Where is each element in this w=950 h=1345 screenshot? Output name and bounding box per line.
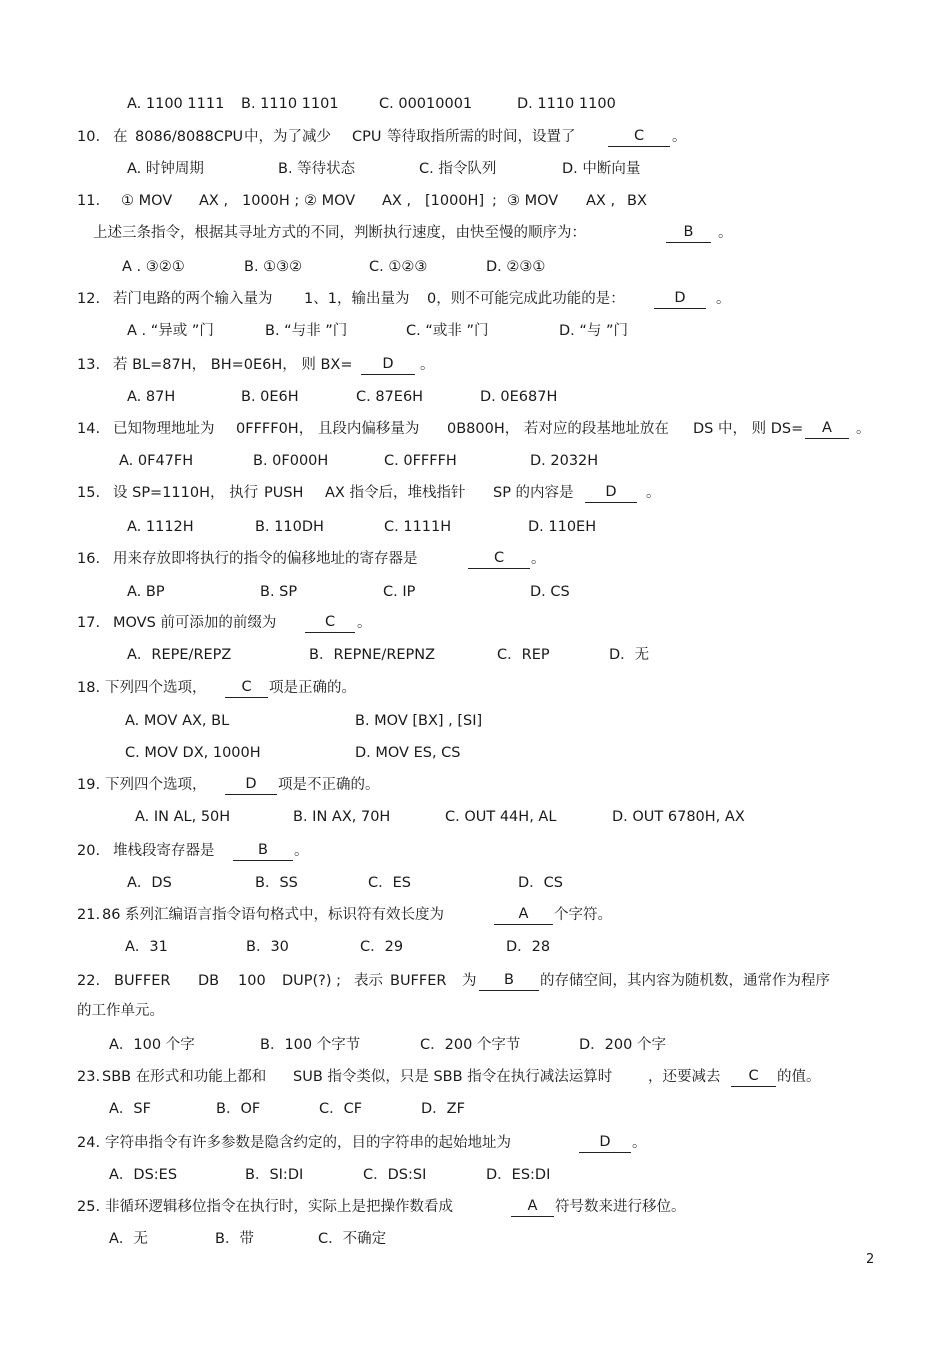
question-number: 21. [77, 907, 101, 923]
question-text: 在 [113, 129, 128, 145]
question-text: 字符串指令有许多参数是隐含约定的，目的字符串的起始地址为 [105, 1135, 511, 1151]
option-a: A．无 [109, 1231, 148, 1247]
question-text: 中，为了减少 [244, 129, 331, 145]
question-number: 11. [77, 193, 101, 209]
option-a: A . “异或 ”门 [127, 323, 214, 339]
question-text: 1、1，输出量为 [304, 291, 410, 307]
option-c: C. “或非 ”门 [406, 323, 489, 339]
question-number: 10. [77, 129, 101, 145]
instruction-1-src: 1000H ; [242, 193, 300, 209]
option-d: D．200 个字 [579, 1037, 666, 1053]
question-text: 上述三条指令，根据其寻址方式的不同，判断执行速度，由快至慢的顺序为： [93, 225, 586, 241]
option-c: C. IP [383, 584, 416, 600]
option-c: C. ①②③ [369, 259, 428, 275]
question-text: DS 中， 则 DS= [693, 421, 804, 437]
option-d: D. 1110 1100 [517, 96, 616, 112]
option-a: A. 1100 1111 [127, 96, 225, 112]
option-d: D. ②③① [486, 259, 546, 275]
question-text: 等待取指所需的时间，设置了 [387, 129, 576, 145]
question-text-end: 。 [632, 1135, 647, 1151]
question-number: 22. [77, 973, 101, 989]
answer-blank: B [233, 841, 293, 861]
answer-blank: C [731, 1067, 776, 1087]
question-text-end: 。 [856, 421, 871, 437]
question-text: 已知物理地址为 [113, 421, 215, 437]
instruction-3-reg: AX , [586, 193, 616, 209]
option-b: B．SI:DI [245, 1167, 304, 1183]
question-text: 的工作单元。 [77, 1003, 164, 1019]
option-c: C．ES [368, 875, 411, 891]
option-a: A．SF [109, 1101, 151, 1117]
option-d: D．ZF [421, 1101, 465, 1117]
question-text: SUB 指令类似，只是 SBB 指令在执行减法运算时 [293, 1069, 613, 1085]
option-d: D. “与 ”门 [559, 323, 629, 339]
option-d: D．ES:DI [486, 1167, 551, 1183]
answer-blank: D [225, 775, 277, 795]
question-text: MOVS 前可添加的前缀为 [113, 615, 277, 631]
question-text: PUSH [264, 485, 304, 501]
instruction-2-src: [1000H] [425, 193, 485, 209]
question-text: SBB 在形式和功能上都和 [102, 1069, 267, 1085]
option-c: C. 00010001 [379, 96, 473, 112]
question-text: BUFFER [114, 973, 171, 989]
question-text-end: 。 [672, 129, 687, 145]
option-d: D. OUT 6780H, AX [612, 809, 745, 825]
question-text: 若门电路的两个输入量为 [113, 291, 273, 307]
option-b: B. MOV [BX] , [SI] [355, 713, 483, 729]
question-text: 0，则不可能完成此功能的是： [427, 291, 625, 307]
question-number: 23. [77, 1069, 101, 1085]
question-number: 16. [77, 551, 101, 567]
question-text-end: 。 [716, 291, 731, 307]
question-text: 0FFFF0H， 且段内偏移量为 [236, 421, 420, 437]
question-text-end: 项是正确的。 [269, 680, 356, 696]
question-number: 13. [77, 357, 101, 373]
answer-blank: A [494, 905, 553, 925]
question-number: 18. [77, 680, 101, 696]
instruction-3: ③ MOV [507, 193, 559, 209]
question-text: SP 的内容是 [493, 485, 574, 501]
question-number: 14. [77, 421, 101, 437]
instruction-3-src: BX [627, 193, 647, 209]
option-a: A．DS:ES [109, 1167, 178, 1183]
question-number: 12. [77, 291, 101, 307]
instruction-1-reg: AX , [199, 193, 229, 209]
option-a: A. 87H [127, 389, 176, 405]
question-number: 19. [77, 777, 101, 793]
question-number: 20. [77, 843, 101, 859]
question-text: 堆栈段寄存器是 [113, 843, 215, 859]
option-c: C．CF [319, 1101, 363, 1117]
option-b: B．REPNE/REPNZ [309, 647, 436, 663]
option-b: B. IN AX, 70H [293, 809, 391, 825]
question-text: 下列四个选项， [105, 680, 207, 696]
option-a: A．31 [125, 939, 168, 955]
option-c: C．REP [497, 647, 550, 663]
answer-blank: D [579, 1133, 631, 1153]
option-d: D. MOV ES, CS [355, 745, 461, 761]
option-b: B. 等待状态 [278, 161, 356, 177]
option-a: A. 1112H [127, 519, 194, 535]
answer-blank: C [225, 678, 268, 698]
separator: ; [492, 193, 497, 209]
answer-blank: A [511, 1197, 554, 1217]
question-number: 17. [77, 615, 101, 631]
option-c: C．不确定 [318, 1231, 387, 1247]
question-text: 86 系列汇编语言指令语句格式中，标识符有效长度为 [102, 907, 445, 923]
option-c: C. 1111H [384, 519, 452, 535]
option-c: C．29 [360, 939, 404, 955]
page-number: 2 [866, 1252, 875, 1267]
question-text: 0B800H， 若对应的段基地址放在 [447, 421, 669, 437]
option-c: C. MOV DX, 1000H [125, 745, 261, 761]
question-number: 24. [77, 1135, 101, 1151]
answer-blank: D [585, 483, 637, 503]
option-d: D. CS [530, 584, 570, 600]
question-text-end: 的值。 [777, 1069, 821, 1085]
question-text: 的存储空间，其内容为随机数，通常作为程序 [540, 973, 830, 989]
question-text: 下列四个选项， [105, 777, 207, 793]
option-a: A . ③②① [122, 259, 185, 275]
option-b: B．100 个字节 [260, 1037, 361, 1053]
option-b: B．30 [246, 939, 289, 955]
option-d: D. 中断向量 [562, 161, 641, 177]
option-b: B．带 [215, 1231, 254, 1247]
question-text: 100 [238, 973, 266, 989]
question-text: DB [198, 973, 220, 989]
question-text: 用来存放即将执行的指令的偏移地址的寄存器是 [113, 551, 418, 567]
question-number: 15. [77, 485, 101, 501]
answer-blank: D [654, 289, 706, 309]
answer-blank: B [479, 971, 539, 991]
option-b: B．OF [216, 1101, 261, 1117]
option-a: A. MOV AX, BL [125, 713, 230, 729]
option-d: D．无 [609, 647, 650, 663]
option-d: D. 0E687H [480, 389, 558, 405]
option-c: C. 指令队列 [419, 161, 497, 177]
option-c: C．DS:SI [363, 1167, 427, 1183]
question-text-end: 。 [718, 225, 733, 241]
question-text: 为 [462, 973, 477, 989]
option-c: C. OUT 44H, AL [445, 809, 557, 825]
answer-blank: C [608, 127, 670, 147]
option-b: B. 110DH [255, 519, 324, 535]
question-text-end: 符号数来进行移位。 [555, 1199, 686, 1215]
question-text: 非循环逻辑移位指令在执行时，实际上是把操作数看成 [105, 1199, 453, 1215]
option-d: D. 110EH [528, 519, 597, 535]
answer-blank: C [468, 549, 530, 569]
instruction-2-reg: AX , [382, 193, 412, 209]
answer-blank: D [361, 355, 415, 375]
option-d: D. 2032H [530, 453, 599, 469]
option-a: A．100 个字 [109, 1037, 195, 1053]
question-text: 若 BL=87H， BH=0E6H， 则 BX= [113, 357, 353, 373]
question-text: 设 SP=1110H， 执行 [113, 485, 259, 501]
answer-blank: C [305, 613, 355, 633]
question-text: CPU [352, 129, 382, 145]
option-b: B. SP [260, 584, 298, 600]
question-text-end: 个字符。 [554, 907, 612, 923]
option-c: C. 87E6H [356, 389, 424, 405]
question-text-end: 。 [420, 357, 435, 373]
option-c: C．200 个字节 [420, 1037, 521, 1053]
option-a: A. BP [127, 584, 165, 600]
question-text-end: 项是不正确的。 [278, 777, 380, 793]
question-text-end: 。 [294, 843, 309, 859]
question-text: ，还要减去 [648, 1069, 721, 1085]
question-text: 8086/8088CPU [135, 129, 244, 145]
option-b: B. 1110 1101 [241, 96, 339, 112]
option-b: B. “与非 ”门 [265, 323, 348, 339]
instruction-2: ② MOV [304, 193, 356, 209]
answer-blank: A [805, 419, 849, 439]
option-b: B. 0E6H [241, 389, 299, 405]
question-text-end: 。 [531, 551, 546, 567]
option-b: B. 0F000H [253, 453, 329, 469]
option-a: A．REPE/REPZ [127, 647, 232, 663]
question-text-end: 。 [646, 485, 661, 501]
option-a: A. IN AL, 50H [135, 809, 231, 825]
question-text: 表示 [354, 973, 383, 989]
instruction-1: ① MOV [121, 193, 173, 209]
question-text-end: 。 [357, 615, 372, 631]
option-b: B. ①③② [244, 259, 303, 275]
question-number: 25. [77, 1199, 101, 1215]
question-text: BUFFER [390, 973, 447, 989]
answer-blank: B [666, 223, 711, 243]
option-a: A．DS [127, 875, 172, 891]
option-a: A. 时钟周期 [127, 161, 204, 177]
option-c: C. 0FFFFH [384, 453, 457, 469]
question-text: DUP(?) ; [282, 973, 342, 989]
option-d: D．CS [518, 875, 563, 891]
option-b: B．SS [255, 875, 298, 891]
option-d: D．28 [506, 939, 551, 955]
option-a: A. 0F47FH [119, 453, 194, 469]
question-text: AX 指令后，堆栈指针 [325, 485, 466, 501]
